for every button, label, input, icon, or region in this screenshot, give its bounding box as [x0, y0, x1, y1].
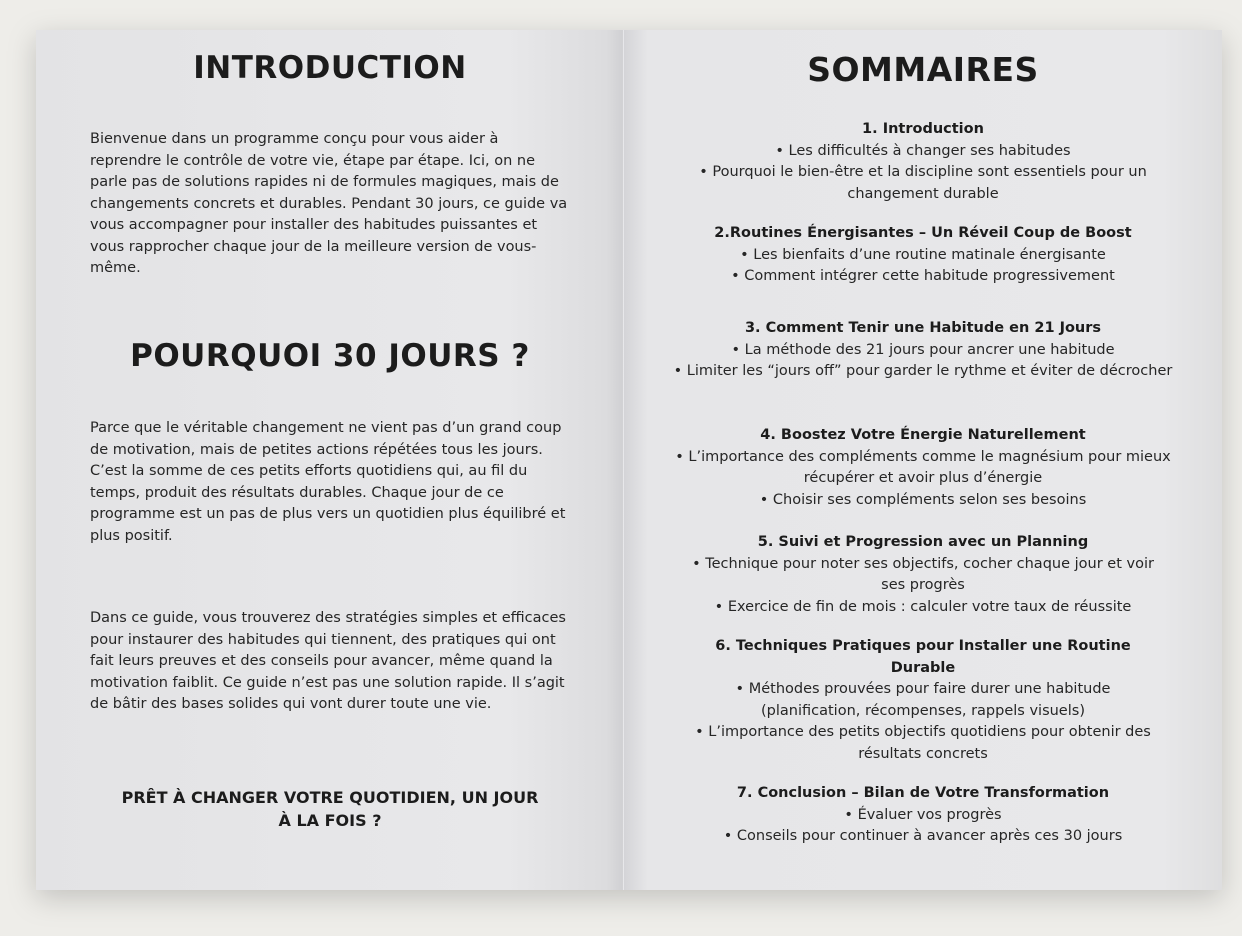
- toc-section: [624, 119, 1222, 205]
- toc-section: [624, 425, 1222, 511]
- toc-bullet: • Méthodes prouvées pour faire durer une habitude (planification, récompenses, rappels visuels): [735, 681, 1111, 719]
- toc-bullet: • Exercice de fin de mois : calculer votre taux de réussite: [714, 598, 1132, 615]
- toc-section: [624, 636, 1222, 765]
- why-paragraph-2: Dans ce guide, vous trouverez des stratégies simples et efficaces pour instaurer des habitudes qui tiennent, des pratiques qui ont fait leurs preuves et des conseils pour avancer, même quand la motivation faiblit. Ce guide n’est pas une solution rapide. Il s’agit de bâtir des bases solides qui vont durer toute une vie.: [90, 610, 566, 712]
- toc-bullet: • Pourquoi le bien-être et la discipline sont essentiels pour un changement durable: [699, 164, 1147, 202]
- booklet-spread: [36, 30, 1222, 890]
- intro-title: INTRODUCTION: [193, 50, 467, 86]
- toc-section-title: 2.Routines Énergisantes – Un Réveil Coup de Boost: [714, 225, 1132, 241]
- toc-section: [624, 532, 1222, 618]
- toc-bullet: • Les difficultés à changer ses habitudes: [775, 142, 1071, 159]
- toc-section: [624, 318, 1222, 383]
- toc-bullet: • Évaluer vos progrès: [844, 806, 1002, 823]
- toc-bullet: • Technique pour noter ses objectifs, cocher chaque jour et voir ses progrès: [692, 555, 1154, 593]
- toc-title: SOMMAIRES: [807, 50, 1039, 89]
- toc-bullet: • Choisir ses compléments selon ses besoins: [759, 491, 1087, 508]
- toc-section-title: 4. Boostez Votre Énergie Naturellement: [760, 427, 1086, 443]
- toc-bullet: • Comment intégrer cette habitude progressivement: [731, 268, 1115, 284]
- toc-section: [624, 223, 1222, 288]
- toc-bullet: • L’importance des petits objectifs quotidiens pour obtenir des résultats concrets: [695, 724, 1151, 762]
- toc-bullet: • Limiter les “jours off” pour garder le rythme et éviter de décrocher: [673, 363, 1173, 379]
- call-to-action: PRÊT À CHANGER VOTRE QUOTIDIEN, UN JOUR À LA FOIS ?: [121, 788, 539, 830]
- why-30-days-title: POURQUOI 30 JOURS ?: [130, 338, 530, 374]
- why-paragraph-1: Parce que le véritable changement ne vient pas d’un grand coup de motivation, mais de petites actions répétées tous les jours. C’est la somme de ces petits efforts quotidiens qui, au fil du temps, produit des résultats durables. Chaque jour de ce programme est un pas de plus vers un quotidien plus équilibré et plus positif.: [90, 420, 566, 544]
- toc-section-title: 6. Techniques Pratiques pour Installer une Routine Durable: [715, 638, 1131, 676]
- toc-section-title: 3. Comment Tenir une Habitude en 21 Jours: [744, 320, 1102, 336]
- left-page: [36, 30, 624, 890]
- toc-section-title: 1. Introduction: [862, 121, 984, 137]
- toc-bullet: • Les bienfaits d’une routine matinale énergisante: [740, 246, 1106, 263]
- right-page: [624, 30, 1222, 890]
- toc-bullet: • La méthode des 21 jours pour ancrer une habitude: [731, 341, 1115, 358]
- toc-bullet: • Conseils pour continuer à avancer après ces 30 jours: [723, 828, 1123, 844]
- toc-section-title: 5. Suivi et Progression avec un Planning: [757, 534, 1089, 550]
- toc-bullet: • L’importance des compléments comme le magnésium pour mieux récupérer et avoir plus d’énergie: [675, 448, 1171, 486]
- toc-section-title: 7. Conclusion – Bilan de Votre Transformation: [736, 785, 1110, 801]
- intro-paragraph: Bienvenue dans un programme conçu pour vous aider à reprendre le contrôle de votre vie, étape par étape. Ici, on ne parle pas de solutions rapides ni de formules magiques, mais de changements concrets et durables. Pendant 30 jours, ce guide va vous accompagner pour installer des habitudes puissantes et vous rapprocher chaque jour de la meilleure version de vous-même.: [90, 131, 568, 276]
- toc-section: [624, 783, 1222, 848]
